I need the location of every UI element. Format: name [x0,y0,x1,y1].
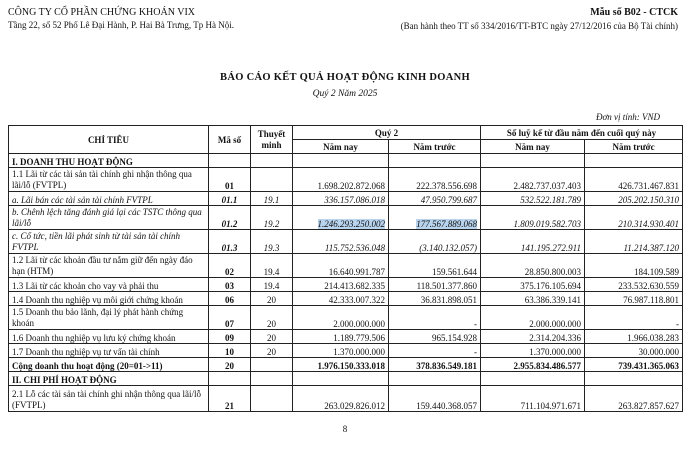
row-label: 1.6 Doanh thu nghiệp vụ lưu ký chứng khoán [9,330,209,344]
row-label: 2.1 Lỗ các tài sản tài chính ghi nhận thông qua lãi/lỗ (FVTPL) [9,386,209,412]
row-q-this: 214.413.682.335 [293,278,389,292]
row-q-this: 2.000.000.000 [293,306,389,330]
highlighted-value: 177.567.889.068 [416,219,478,229]
report-title: BÁO CÁO KẾT QUẢ HOẠT ĐỘNG KINH DOANH [220,72,470,83]
table-row [9,344,683,358]
row-y-prev: 263.827.857.627 [585,386,683,412]
row-note: 19.4 [251,278,293,292]
row-q-this: 263.029.826.012 [293,386,389,412]
row-y-this: 2.000.000.000 [481,306,585,330]
row-code: 06 [209,292,251,306]
row-y-prev: 11.214.387.120 [585,230,683,254]
table-row [9,330,683,344]
row-code: 01 [209,168,251,192]
col-header-this-year-ytd: Năm nay [481,140,585,154]
row-y-this: 28.850.800.003 [481,254,585,278]
row-y-prev: 30.000.000 [585,344,683,358]
row-code: 21 [209,386,251,412]
row-label: 1.7 Doanh thu nghiệp vụ tư vấn tài chính [9,344,209,358]
table-row [9,386,683,412]
row-q-this: 1.189.779.506 [293,330,389,344]
row-q-prev [389,206,481,230]
row-label: 1.5 Doanh thu bảo lãnh, đại lý phát hành chứng khoán [9,306,209,330]
row-y-prev: 1.966.038.283 [585,330,683,344]
row-q-this: 16.640.991.787 [293,254,389,278]
row-code: 10 [209,344,251,358]
highlighted-value: 1.246.293.250.002 [317,219,385,229]
row-y-prev: 184.109.589 [585,254,683,278]
row-q-prev: 159.561.644 [389,254,481,278]
company-name: CÔNG TY CỔ PHẦN CHỨNG KHOÁN VIX [8,7,196,18]
table-row [9,230,683,254]
col-header-prev-year: Năm trước [389,140,481,154]
table-row [9,306,683,330]
row-code: 01.2 [209,206,251,230]
row-note [251,168,293,192]
total-code: 20 [209,358,251,372]
row-q-prev: (3.140.132.057) [389,230,481,254]
col-header-prev-year-ytd: Năm trước [585,140,683,154]
total-q-prev: 378.836.549.181 [389,358,481,372]
col-header-code: Mã số [209,126,251,154]
row-code: 01.3 [209,230,251,254]
row-q-this: 1.370.000.000 [293,344,389,358]
row-label: c. Cổ tức, tiền lãi phát sinh từ tài sản tài chính FVTPL [9,230,209,254]
total-label: Cộng doanh thu hoạt động (20=01->11) [9,358,209,372]
row-y-this: 2.482.737.037.403 [481,168,585,192]
circular-reference: (Ban hành theo TT số 334/2016/TT-BTC ngày 27/12/2016 của Bộ Tài chính) [400,21,678,31]
row-y-this: 711.104.971.671 [481,386,585,412]
total-row [9,358,683,372]
row-y-prev: 233.532.630.559 [585,278,683,292]
col-header-this-year: Năm nay [293,140,389,154]
row-y-this: 532.522.181.789 [481,192,585,206]
table-row [9,292,683,306]
total-y-prev: 739.431.365.063 [585,358,683,372]
row-q-prev: - [389,306,481,330]
row-label: 1.4 Doanh thu nghiệp vụ môi giới chứng khoán [9,292,209,306]
report-period: Quý 2 Năm 2025 [312,89,378,99]
page-number: 8 [342,424,348,434]
header-row-1 [9,126,683,140]
row-q-this: 42.333.007.322 [293,292,389,306]
row-note: 19.1 [251,192,293,206]
col-header-ytd: Số luỹ kế từ đầu năm đến cuối quý này [481,126,683,140]
row-note: 20 [251,330,293,344]
row-note: 19.2 [251,206,293,230]
total-q-this: 1.976.150.333.018 [293,358,389,372]
row-note: 20 [251,292,293,306]
row-y-prev: 76.987.118.801 [585,292,683,306]
table-row [9,278,683,292]
row-code: 02 [209,254,251,278]
row-code: 07 [209,306,251,330]
row-y-prev: - [585,306,683,330]
currency-unit: Đơn vị tính: VND [595,112,660,122]
col-header-item: CHỈ TIÊU [9,126,209,154]
row-y-prev: 210.314.930.401 [585,206,683,230]
income-statement-table [8,125,683,412]
col-header-note: Thuyết minh [251,126,293,154]
row-q-prev: 222.378.556.698 [389,168,481,192]
section-row [9,372,683,386]
form-code: Mẫu số B02 - CTCK [590,7,678,18]
row-q-prev: - [389,344,481,358]
section-row [9,154,683,168]
total-y-this: 2.955.834.486.577 [481,358,585,372]
row-q-prev: 159.440.368.057 [389,386,481,412]
row-note: 19.3 [251,230,293,254]
section-title: I. DOANH THU HOẠT ĐỘNG [9,154,209,168]
row-label: 1.1 Lãi từ các tài sản tài chính ghi nhận thông qua lãi/lỗ (FVTPL) [9,168,209,192]
table-row [9,168,683,192]
table-row [9,254,683,278]
row-label: 1.3 Lãi từ các khoản cho vay và phải thu [9,278,209,292]
row-q-prev: 118.501.377.860 [389,278,481,292]
row-y-this: 1.370.000.000 [481,344,585,358]
company-address: Tầng 22, số 52 Phố Lê Đại Hành, P. Hai Bà Trưng, Tp Hà Nội. [8,20,234,30]
row-y-this: 141.195.272.911 [481,230,585,254]
row-q-this: 1.698.202.872.068 [293,168,389,192]
row-note: 20 [251,306,293,330]
row-y-this: 375.176.105.694 [481,278,585,292]
row-note: 19.4 [251,254,293,278]
row-note: 20 [251,344,293,358]
table-row [9,192,683,206]
section-title: II. CHI PHÍ HOẠT ĐỘNG [9,372,209,386]
row-q-prev: 36.831.898.051 [389,292,481,306]
row-y-prev: 426.731.467.831 [585,168,683,192]
row-code: 03 [209,278,251,292]
row-label: a. Lãi bán các tài sản tài chính FVTPL [9,192,209,206]
col-header-quarter: Quý 2 [293,126,481,140]
row-code: 01.1 [209,192,251,206]
row-q-prev: 47.950.799.687 [389,192,481,206]
row-code: 09 [209,330,251,344]
row-label: 1.2 Lãi từ các khoản đầu tư nắm giữ đến ngày đáo hạn (HTM) [9,254,209,278]
table-row [9,206,683,230]
row-q-this: 336.157.086.018 [293,192,389,206]
row-q-prev: 965.154.928 [389,330,481,344]
row-label: b. Chênh lệch tăng đánh giá lại các TSTC thông qua lãi/lỗ [9,206,209,230]
row-note [251,386,293,412]
row-y-prev: 205.202.150.310 [585,192,683,206]
row-q-this [293,206,389,230]
row-y-this: 1.809.019.582.703 [481,206,585,230]
row-q-this: 115.752.536.048 [293,230,389,254]
row-y-this: 2.314.204.336 [481,330,585,344]
row-y-this: 63.386.339.141 [481,292,585,306]
